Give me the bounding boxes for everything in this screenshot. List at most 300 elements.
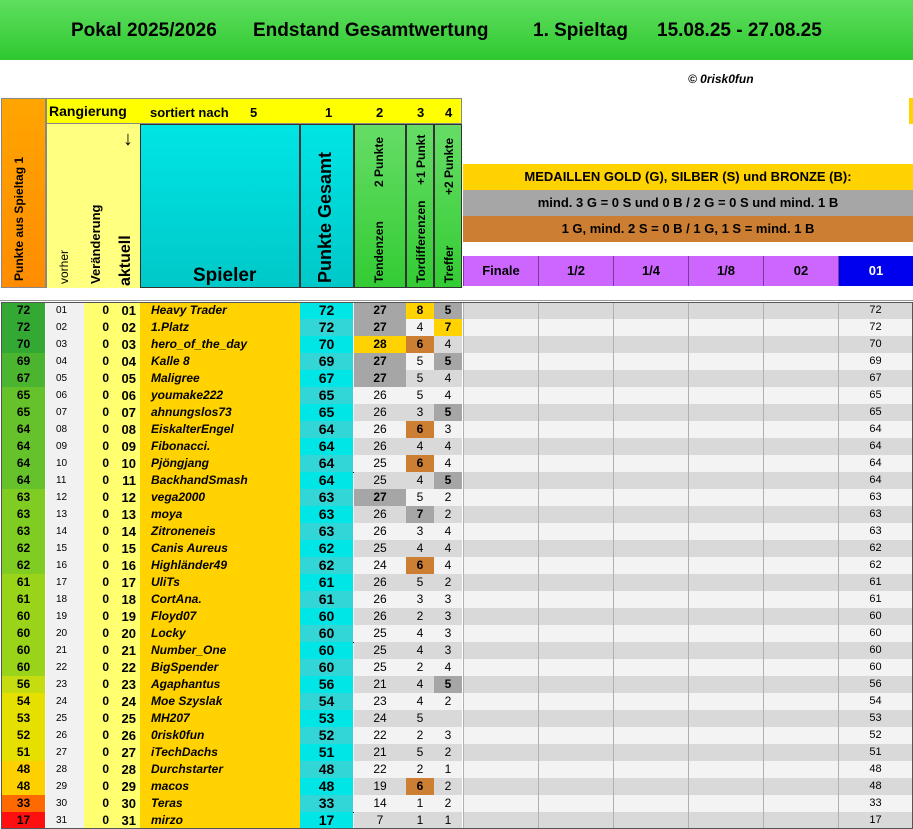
veraenderung-cell: 0 [84, 319, 113, 336]
title-pokal: Pokal 2025/2026 [71, 20, 217, 41]
round-cell [613, 557, 688, 574]
title-bar [0, 0, 913, 60]
tordifferenzen-cell: 5 [406, 353, 434, 370]
round-cell [613, 727, 688, 744]
aktuell-cell: 11 [113, 472, 140, 489]
punkte-gesamt-cell: 64 [300, 472, 353, 489]
round-cell [613, 608, 688, 625]
punkte-spieltag-cell: 60 [2, 625, 45, 642]
punkte-spieltag-cell: 63 [2, 506, 45, 523]
round-01-cell: 51 [838, 744, 912, 761]
spieler-name-cell: Moe Szyslak [140, 693, 300, 710]
spieler-name-cell: Durchstarter [140, 761, 300, 778]
round-cell [463, 438, 538, 455]
tendenzen-cell: 27 [354, 302, 406, 319]
vorher-cell: 19 [46, 608, 84, 625]
round-cell [463, 421, 538, 438]
round-cell [688, 438, 763, 455]
treffer-cell: 4 [434, 557, 462, 574]
punkte-gesamt-cell: 63 [300, 506, 353, 523]
round-cell [538, 574, 613, 591]
veraenderung-cell: 0 [84, 302, 113, 319]
spieler-name-cell: 0risk0fun [140, 727, 300, 744]
aktuell-cell: 27 [113, 744, 140, 761]
round-cell [763, 778, 838, 795]
round-cell [688, 523, 763, 540]
round-cell [613, 591, 688, 608]
tendenzen-cell: 14 [354, 795, 406, 812]
aktuell-cell: 23 [113, 676, 140, 693]
round-cell [763, 642, 838, 659]
round-header-finale: Finale [463, 256, 538, 286]
header-rangierung-row [46, 98, 462, 124]
punkte-spieltag-cell: 60 [2, 608, 45, 625]
round-cell [538, 540, 613, 557]
aktuell-cell: 30 [113, 795, 140, 812]
treffer-label: Treffer [442, 245, 456, 283]
round-cell [613, 489, 688, 506]
vorher-cell: 05 [46, 370, 84, 387]
round-cell [613, 642, 688, 659]
round-cell [763, 540, 838, 557]
vorher-cell: 11 [46, 472, 84, 489]
col-number-1: 1 [325, 105, 333, 120]
round-cell [763, 336, 838, 353]
medals-bronze: 1 G, mind. 2 S = 0 B / 1 G, 1 S = mind. 1 B [463, 216, 913, 242]
spieler-name-cell: vega2000 [140, 489, 300, 506]
tendenzen-cell: 26 [354, 387, 406, 404]
table-row [0, 438, 913, 455]
round-cell [688, 319, 763, 336]
punkte-spieltag-cell: 72 [2, 302, 45, 319]
punkte-spieltag-cell: 60 [2, 642, 45, 659]
tordifferenzen-cell: 4 [406, 693, 434, 710]
punkte-gesamt-cell: 54 [300, 693, 353, 710]
round-cell [538, 659, 613, 676]
spieler-name-cell: Locky [140, 625, 300, 642]
round-01-cell: 54 [838, 693, 912, 710]
round-cell [538, 591, 613, 608]
round-cell [538, 336, 613, 353]
spieler-name-cell: Highländer49 [140, 557, 300, 574]
treffer-cell: 1 [434, 812, 462, 829]
spieler-name-cell: Maligree [140, 370, 300, 387]
round-cell [538, 455, 613, 472]
treffer-cell: 2 [434, 778, 462, 795]
spieler-name-cell: Kalle 8 [140, 353, 300, 370]
round-cell [688, 302, 763, 319]
punkte-spieltag-cell: 64 [2, 421, 45, 438]
round-cell [538, 744, 613, 761]
aktuell-cell: 09 [113, 438, 140, 455]
round-cell [763, 710, 838, 727]
round-cell [463, 591, 538, 608]
spieler-name-cell: mirzo [140, 812, 300, 829]
round-cell [688, 336, 763, 353]
round-01-cell: 64 [838, 438, 912, 455]
treffer-cell: 3 [434, 591, 462, 608]
round-cell [538, 812, 613, 829]
round-cell [613, 676, 688, 693]
round-cell [688, 693, 763, 710]
veraenderung-cell: 0 [84, 523, 113, 540]
round-cell [688, 710, 763, 727]
aktuell-cell: 26 [113, 727, 140, 744]
tordifferenzen-cell: 1 [406, 812, 434, 829]
vorher-cell: 07 [46, 404, 84, 421]
tordifferenzen-cell: 1 [406, 795, 434, 812]
round-cell [463, 761, 538, 778]
spieler-name-cell: macos [140, 778, 300, 795]
round-cell [763, 353, 838, 370]
round-cell [688, 455, 763, 472]
tordifferenzen-cell: 4 [406, 676, 434, 693]
round-cell [463, 302, 538, 319]
table-row [0, 778, 913, 795]
punkte-gesamt-cell: 64 [300, 455, 353, 472]
round-cell [688, 489, 763, 506]
spieler-name-cell: Floyd07 [140, 608, 300, 625]
round-header-eighth: 1/8 [688, 256, 763, 286]
round-cell [763, 302, 838, 319]
sortiert-label: sortiert nach [150, 105, 229, 120]
round-cell [613, 370, 688, 387]
treffer-cell: 4 [434, 438, 462, 455]
punkte-gesamt-cell: 67 [300, 370, 353, 387]
treffer-cell: 7 [434, 319, 462, 336]
round-cell [538, 795, 613, 812]
round-cell [763, 404, 838, 421]
tendenzen-cell: 24 [354, 710, 406, 727]
punkte-spieltag-cell: 65 [2, 387, 45, 404]
round-cell [763, 319, 838, 336]
punkte-gesamt-label: Punkte Gesamt [315, 151, 335, 283]
aktuell-cell: 18 [113, 591, 140, 608]
title-wertung: Endstand Gesamtwertung [253, 20, 489, 41]
table-row [0, 795, 913, 812]
round-cell [763, 421, 838, 438]
vorher-cell: 31 [46, 812, 84, 829]
tordifferenzen-cell: 5 [406, 370, 434, 387]
round-cell [688, 404, 763, 421]
round-cell [463, 574, 538, 591]
treffer-cell: 2 [434, 574, 462, 591]
round-cell [763, 472, 838, 489]
round-cell [613, 472, 688, 489]
tendenzen-cell: 26 [354, 421, 406, 438]
treffer-cell: 4 [434, 370, 462, 387]
round-cell [538, 608, 613, 625]
round-cell [688, 506, 763, 523]
round-01-cell: 72 [838, 302, 912, 319]
treffer-cell: 3 [434, 608, 462, 625]
spieler-name-cell: EiskalterEngel [140, 421, 300, 438]
vorher-cell: 03 [46, 336, 84, 353]
round-cell [613, 404, 688, 421]
table-row [0, 642, 913, 659]
vorher-cell: 26 [46, 727, 84, 744]
col-number-3: 3 [417, 105, 425, 120]
aktuell-cell: 16 [113, 557, 140, 574]
aktuell-cell: 10 [113, 455, 140, 472]
treffer-cell: 4 [434, 387, 462, 404]
tordifferenzen-cell: 2 [406, 608, 434, 625]
punkte-gesamt-cell: 72 [300, 302, 353, 319]
header-punkte-gesamt [300, 124, 354, 288]
aktuell-cell: 14 [113, 523, 140, 540]
vorher-label: vorher [57, 249, 71, 284]
round-cell [463, 455, 538, 472]
table-row [0, 608, 913, 625]
punkte-gesamt-cell: 56 [300, 676, 353, 693]
round-cell [688, 370, 763, 387]
punkte-spieltag-cell: 65 [2, 404, 45, 421]
punkte-gesamt-cell: 60 [300, 608, 353, 625]
tendenzen-cell: 25 [354, 455, 406, 472]
table-row [0, 710, 913, 727]
table-row [0, 455, 913, 472]
title-spieltag: 1. Spieltag [533, 20, 629, 41]
round-cell [538, 727, 613, 744]
round-cell [763, 625, 838, 642]
table-row [0, 302, 913, 319]
vorher-cell: 10 [46, 455, 84, 472]
round-cell [463, 625, 538, 642]
punkte-gesamt-cell: 52 [300, 727, 353, 744]
punkte-gesamt-cell: 48 [300, 778, 353, 795]
tordifferenzen-cell: 4 [406, 472, 434, 489]
round-cell [538, 302, 613, 319]
round-cell [613, 744, 688, 761]
round-cell [688, 421, 763, 438]
veraenderung-cell: 0 [84, 659, 113, 676]
round-cell [763, 370, 838, 387]
spieler-name-cell: Heavy Trader [140, 302, 300, 319]
punkte-spieltag-cell: 67 [2, 370, 45, 387]
round-cell [538, 438, 613, 455]
round-cell [688, 608, 763, 625]
treffer-cell: 5 [434, 353, 462, 370]
punkte-spieltag-cell: 51 [2, 744, 45, 761]
tordifferenzen-cell: 2 [406, 659, 434, 676]
punkte-spieltag-cell: 69 [2, 353, 45, 370]
treffer-cell: 3 [434, 625, 462, 642]
aktuell-cell: 17 [113, 574, 140, 591]
tendenzen-cell: 23 [354, 693, 406, 710]
vorher-cell: 02 [46, 319, 84, 336]
veraenderung-cell: 0 [84, 642, 113, 659]
aktuell-cell: 13 [113, 506, 140, 523]
tordifferenzen-cell: 5 [406, 489, 434, 506]
medals-silver: mind. 3 G = 0 S und 0 B / 2 G = 0 S und mind. 1 B [463, 190, 913, 216]
vorher-cell: 30 [46, 795, 84, 812]
round-cell [463, 557, 538, 574]
round-cell [763, 438, 838, 455]
round-cell [463, 676, 538, 693]
treffer-cell: 4 [434, 523, 462, 540]
spieler-name-cell: Zitroneneis [140, 523, 300, 540]
round-cell [463, 319, 538, 336]
treffer-cell: 4 [434, 540, 462, 557]
punkte-spieltag-cell: 62 [2, 557, 45, 574]
treffer-cell: 5 [434, 472, 462, 489]
punkte-spieltag-cell: 70 [2, 336, 45, 353]
table-row [0, 727, 913, 744]
aktuell-cell: 20 [113, 625, 140, 642]
punkte-gesamt-cell: 61 [300, 591, 353, 608]
round-cell [613, 353, 688, 370]
aktuell-cell: 12 [113, 489, 140, 506]
round-cell [763, 812, 838, 829]
round-cell [688, 642, 763, 659]
punkte-gesamt-cell: 63 [300, 523, 353, 540]
veraenderung-cell: 0 [84, 387, 113, 404]
tordifferenzen-cell: 8 [406, 302, 434, 319]
punkte-gesamt-cell: 69 [300, 353, 353, 370]
aktuell-cell: 04 [113, 353, 140, 370]
round-cell [613, 506, 688, 523]
round-cell [613, 625, 688, 642]
spieler-name-cell: Teras [140, 795, 300, 812]
tordifferenzen-cell: 3 [406, 523, 434, 540]
veraenderung-cell: 0 [84, 744, 113, 761]
treffer-cell: 3 [434, 421, 462, 438]
punkte-gesamt-cell: 61 [300, 574, 353, 591]
tordifferenzen-cell: 7 [406, 506, 434, 523]
table-row [0, 370, 913, 387]
round-cell [688, 353, 763, 370]
round-01-cell: 60 [838, 608, 912, 625]
vorher-cell: 04 [46, 353, 84, 370]
vorher-cell: 25 [46, 710, 84, 727]
punkte-spieltag-cell: 33 [2, 795, 45, 812]
tordifferenzen-cell: 6 [406, 421, 434, 438]
tordifferenzen-cell: 4 [406, 540, 434, 557]
veraenderung-cell: 0 [84, 421, 113, 438]
round-cell [763, 387, 838, 404]
round-cell [688, 625, 763, 642]
table-row [0, 625, 913, 642]
round-01-cell: 69 [838, 353, 912, 370]
spieler-name-cell: hero_of_the_day [140, 336, 300, 353]
round-cell [613, 574, 688, 591]
punkte-spieltag-cell: 64 [2, 438, 45, 455]
header-treffer [434, 124, 462, 288]
table-row [0, 421, 913, 438]
veraenderung-cell: 0 [84, 710, 113, 727]
treffer-cell: 3 [434, 642, 462, 659]
spieler-name-cell: MH207 [140, 710, 300, 727]
vorher-cell: 08 [46, 421, 84, 438]
round-cell [613, 421, 688, 438]
round-01-cell: 48 [838, 761, 912, 778]
header-tordifferenzen [406, 124, 434, 288]
veraenderung-cell: 0 [84, 778, 113, 795]
round-cell [463, 608, 538, 625]
round-01-cell: 52 [838, 727, 912, 744]
punkte-spieltag-cell: 63 [2, 489, 45, 506]
treffer-cell: 5 [434, 676, 462, 693]
table-row [0, 676, 913, 693]
punkte-spieltag-cell: 62 [2, 540, 45, 557]
aktuell-cell: 05 [113, 370, 140, 387]
table-row [0, 523, 913, 540]
round-cell [613, 812, 688, 829]
table-row [0, 472, 913, 489]
round-cell [463, 744, 538, 761]
tordifferenzen-cell: 2 [406, 761, 434, 778]
round-header-02: 02 [763, 256, 838, 286]
veraenderung-cell: 0 [84, 676, 113, 693]
sort-arrow-icon: ↓ [123, 128, 133, 150]
spieler-name-cell: BigSpender [140, 659, 300, 676]
sort-number: 5 [250, 105, 258, 120]
punkte-spieltag-cell: 60 [2, 659, 45, 676]
round-cell [763, 523, 838, 540]
vorher-cell: 23 [46, 676, 84, 693]
punkte-gesamt-cell: 17 [300, 812, 353, 829]
round-cell [613, 659, 688, 676]
punkte-gesamt-cell: 60 [300, 642, 353, 659]
round-01-cell: 61 [838, 574, 912, 591]
round-cell [763, 795, 838, 812]
tordifferenzen-cell: 4 [406, 438, 434, 455]
round-cell [538, 710, 613, 727]
round-01-cell: 33 [838, 795, 912, 812]
punkte-spieltag-label: Punkte aus Spieltag 1 [12, 156, 26, 281]
round-cell [763, 455, 838, 472]
header-aktuell [114, 124, 140, 288]
round-cell [688, 574, 763, 591]
punkte-gesamt-cell: 64 [300, 421, 353, 438]
title-datum: 15.08.25 - 27.08.25 [657, 20, 822, 41]
treffer-cell: 2 [434, 489, 462, 506]
vorher-cell: 15 [46, 540, 84, 557]
aktuell-cell: 29 [113, 778, 140, 795]
treffer-cell: 2 [434, 744, 462, 761]
veraenderung-cell: 0 [84, 795, 113, 812]
tordifferenzen-cell: 5 [406, 710, 434, 727]
aktuell-cell: 01 [113, 302, 140, 319]
tendenzen-cell: 26 [354, 523, 406, 540]
round-cell [463, 370, 538, 387]
col-number-4: 4 [445, 105, 453, 120]
aktuell-cell: 24 [113, 693, 140, 710]
punkte-spieltag-cell: 48 [2, 778, 45, 795]
tordifferenzen-cell: 3 [406, 591, 434, 608]
veraenderung-cell: 0 [84, 353, 113, 370]
table-row [0, 336, 913, 353]
round-cell [688, 761, 763, 778]
vorher-cell: 12 [46, 489, 84, 506]
treffer-cell: 1 [434, 761, 462, 778]
round-cell [538, 472, 613, 489]
tordifferenzen-cell: 6 [406, 336, 434, 353]
tordifferenzen-cell: 5 [406, 744, 434, 761]
spieler-name-cell: Fibonacci. [140, 438, 300, 455]
round-cell [538, 421, 613, 438]
round-cell [688, 744, 763, 761]
round-cell [613, 540, 688, 557]
round-cell [613, 693, 688, 710]
spieler-name-cell: UliTs [140, 574, 300, 591]
round-cell [688, 472, 763, 489]
round-cell [538, 353, 613, 370]
aktuell-cell: 19 [113, 608, 140, 625]
spieler-name-cell: CortAna. [140, 591, 300, 608]
rangierung-label: Rangierung [49, 103, 127, 119]
veraenderung-cell: 0 [84, 761, 113, 778]
